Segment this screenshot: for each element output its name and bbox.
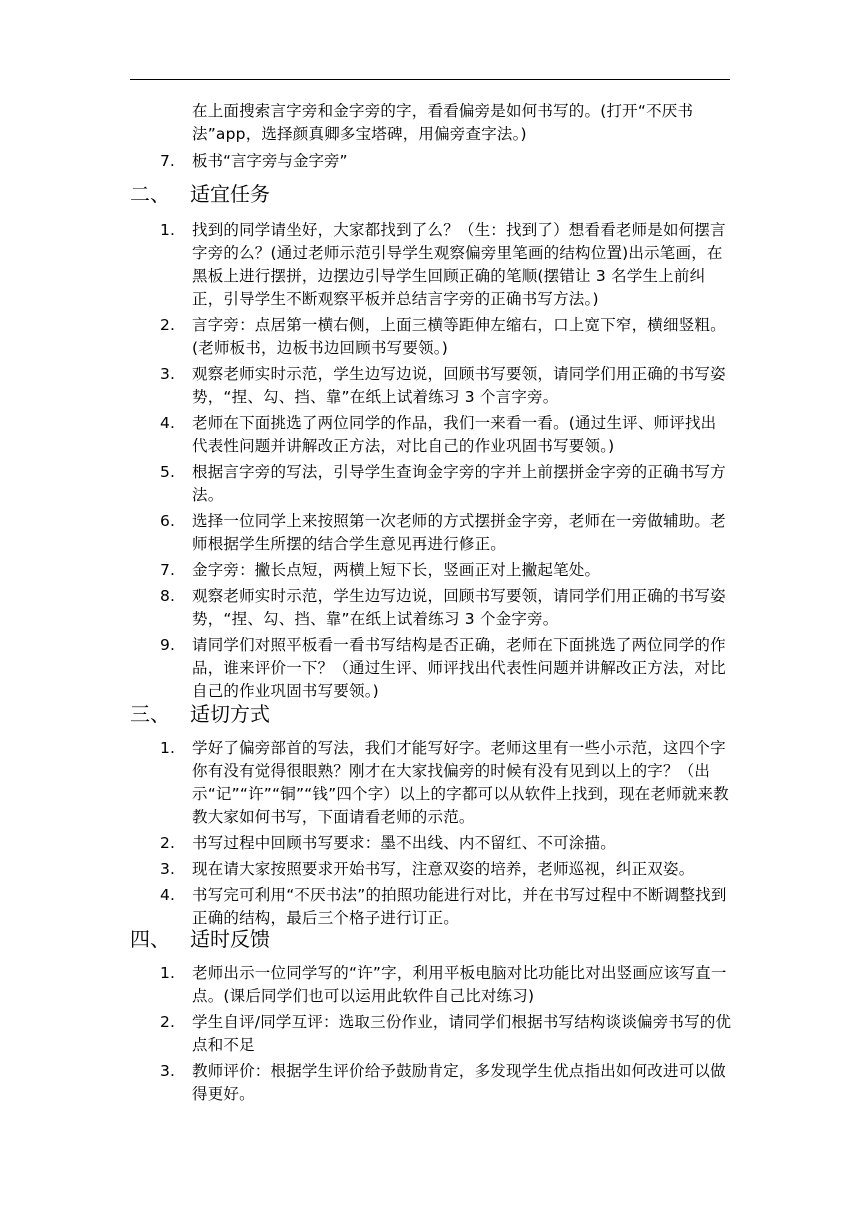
- continuation-paragraph: 在上面搜索言字旁和金字旁的字，看看偏旁是如何书写的。(打开“不厌书法”app，选择颜真卿多宝塔碑，用偏旁查字法。): [192, 102, 694, 143]
- list-item: 5. 根据言字旁的写法，引导学生查询金字旁的字并上前摆拼金字旁的正确书写方法。: [160, 461, 750, 507]
- item-text: 根据言字旁的写法，引导学生查询金字旁的字并上前摆拼金字旁的正确书写方法。: [192, 463, 726, 504]
- item-text: 学好了偏旁部首的写法，我们才能写好字。老师这里有一些小示范，这四个字你有没有觉得很眼熟？刚才在大家找偏旁的时候有没有见到以上的字？（出示“记”“许”“铜”“钱”四个字）以上的字都可以从软件上找到，现在老师就来教教大家如何书写，下面请看老师的示范。: [192, 739, 729, 826]
- item-text: 板书“言字旁与金字旁”: [192, 152, 348, 170]
- section-heading: [130, 700, 270, 728]
- section-list: [160, 962, 750, 1109]
- item-text: 金字旁：撇长点短，两横上短下长，竖画正对上撇起笔处。: [192, 561, 601, 579]
- list-item: 2. 书写过程中回顾书写要求：墨不出线、内不留红、不可涂描。: [160, 832, 750, 855]
- item-text: 观察老师实时示范，学生边写边说，回顾书写要领，请同学们用正确的书写姿势，“捏、勾、挡、靠”在纸上试着练习 3 个金字旁。: [192, 587, 726, 628]
- item-text: 书写完可利用“不厌书法”的拍照功能进行对比，并在书写过程中不断调整找到正确的结构，最后三个格子进行订正。: [192, 886, 727, 927]
- list-item: 7. 金字旁：撇长点短，两横上短下长，竖画正对上撇起笔处。: [160, 559, 750, 582]
- item-text: 现在请大家按照要求开始书写，注意双姿的培养，老师巡视，纠正双姿。: [192, 860, 695, 878]
- list-item: 3. 教师评价：根据学生评价给予鼓励肯定，多发现学生优点指出如何改进可以做得更好。: [160, 1060, 750, 1106]
- list-item: 8. 观察老师实时示范，学生边写边说，回顾书写要领，请同学们用正确的书写姿势，“捏、勾、挡、靠”在纸上试着练习 3 个金字旁。: [160, 585, 750, 631]
- item-text: 学生自评/同学互评：选取三份作业，请同学们根据书写结构谈谈偏旁书写的优点和不足: [192, 1013, 732, 1054]
- list-item: 1. 学好了偏旁部首的写法，我们才能写好字。老师这里有一些小示范，这四个字你有没有觉得很眼熟？刚才在大家找偏旁的时候有没有见到以上的字？（出示“记”“许”“铜”“钱”四个字）以上的字都可以从软件上找到，现在老师就来教教大家如何书写，下面请看老师的示范。: [160, 737, 750, 829]
- item-text: 找到的同学请坐好，大家都找到了么？（生：找到了）想看看老师是如何摆言字旁的么？(通过老师示范引导学生观察偏旁里笔画的结构位置)出示笔画，在黑板上进行摆拼，边摆边引导学生回顾正确的笔顺(摆错让 3 名学生上前纠正，引导学生不断观察平板并总结言字旁的正确书写方法。): [192, 221, 726, 308]
- header-rule: [130, 79, 730, 80]
- section-title: 适宜任务: [190, 182, 270, 206]
- section-heading: [130, 180, 270, 208]
- item-text: 言字旁：点居第一横右侧，上面三横等距伸左缩右，口上宽下窄，横细竖粗。(老师板书，边板书边回顾书写要领。): [192, 316, 726, 357]
- item-text: 教师评价：根据学生评价给予鼓励肯定，多发现学生优点指出如何改进可以做得更好。: [192, 1062, 726, 1103]
- list-item: 4. 书写完可利用“不厌书法”的拍照功能进行对比，并在书写过程中不断调整找到正确的结构，最后三个格子进行订正。: [160, 884, 750, 930]
- item-text: 老师在下面挑选了两位同学的作品，我们一来看一看。(通过生评、师评找出代表性问题并讲解改正方法，对比自己的作业巩固书写要领。): [192, 414, 717, 455]
- list-item: 4. 老师在下面挑选了两位同学的作品，我们一来看一看。(通过生评、师评找出代表性问题并讲解改正方法，对比自己的作业巩固书写要领。): [160, 412, 750, 458]
- item-number: 7.: [160, 152, 175, 170]
- list-item: 2. 学生自评/同学互评：选取三份作业，请同学们根据书写结构谈谈偏旁书写的优点和不足: [160, 1011, 750, 1057]
- list-item: [160, 150, 348, 173]
- item-text: 选择一位同学上来按照第一次老师的方式摆拼金字旁，老师在一旁做辅助。老师根据学生所摆的结合学生意见再进行修正。: [192, 512, 726, 553]
- section-heading: [130, 925, 270, 953]
- item-text: 请同学们对照平板看一看书写结构是否正确，老师在下面挑选了两位同学的作品，谁来评价一下？（通过生评、师评找出代表性问题并讲解改正方法，对比自己的作业巩固书写要领。): [192, 636, 726, 700]
- list-item: 3. 现在请大家按照要求开始书写，注意双姿的培养，老师巡视，纠正双姿。: [160, 858, 750, 881]
- item-text: 老师出示一位同学写的“许”字，利用平板电脑对比功能比对出竖画应该写直一点。(课后同学们也可以运用此软件自己比对练习): [192, 964, 727, 1005]
- item-text: 观察老师实时示范，学生边写边说，回顾书写要领，请同学们用正确的书写姿势，“捏、勾、挡、靠”在纸上试着练习 3 个言字旁。: [192, 365, 726, 406]
- list-item: 1. 找到的同学请坐好，大家都找到了么？（生：找到了）想看看老师是如何摆言字旁的么？(通过老师示范引导学生观察偏旁里笔画的结构位置)出示笔画，在黑板上进行摆拼，边摆边引导学生回顾正确的笔顺(摆错让 3 名学生上前纠正，引导学生不断观察平板并总结言字旁的正确书写方法。): [160, 219, 750, 311]
- section-title: 适切方式: [190, 702, 270, 726]
- list-item: 2. 言字旁：点居第一横右侧，上面三横等距伸左缩右，口上宽下窄，横细竖粗。(老师板书，边板书边回顾书写要领。): [160, 314, 750, 360]
- list-item: 9. 请同学们对照平板看一看书写结构是否正确，老师在下面挑选了两位同学的作品，谁来评价一下？（通过生评、师评找出代表性问题并讲解改正方法，对比自己的作业巩固书写要领。): [160, 634, 750, 703]
- section-number: 二、: [130, 182, 170, 206]
- section-list: [160, 737, 750, 933]
- list-item: 3. 观察老师实时示范，学生边写边说，回顾书写要领，请同学们用正确的书写姿势，“捏、勾、挡、靠”在纸上试着练习 3 个言字旁。: [160, 363, 750, 409]
- section-number: 三、: [130, 702, 170, 726]
- list-item: 1. 老师出示一位同学写的“许”字，利用平板电脑对比功能比对出竖画应该写直一点。(课后同学们也可以运用此软件自己比对练习): [160, 962, 750, 1008]
- item-text: 书写过程中回顾书写要求：墨不出线、内不留红、不可涂描。: [192, 834, 616, 852]
- section-title: 适时反馈: [190, 927, 270, 951]
- list-item: 6. 选择一位同学上来按照第一次老师的方式摆拼金字旁，老师在一旁做辅助。老师根据学生所摆的结合学生意见再进行修正。: [160, 510, 750, 556]
- section-number: 四、: [130, 927, 170, 951]
- section-list: [160, 219, 750, 706]
